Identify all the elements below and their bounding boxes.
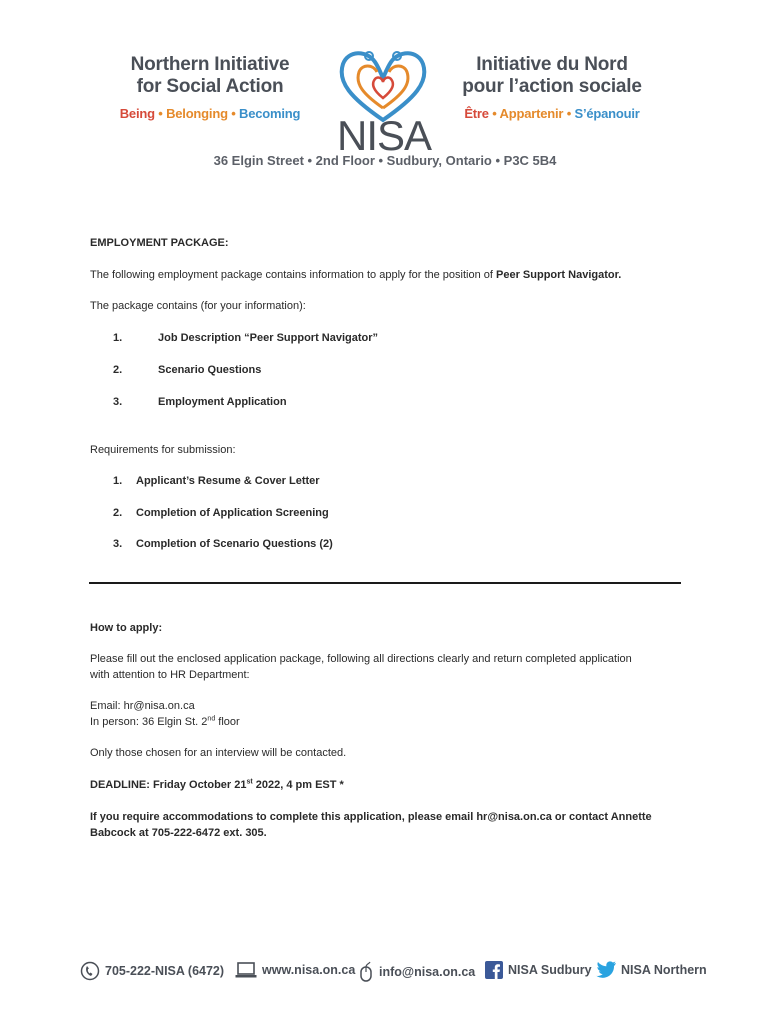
intro-paragraph — [90, 268, 621, 283]
instructions-line-1: Please fill out the enclosed application package, following all directions clearly and return completed application — [90, 653, 632, 665]
tagline-separator: • — [231, 106, 236, 121]
tagline-separator: • — [566, 106, 572, 121]
footer-twitter-text: NISA Northern — [621, 962, 707, 977]
contains-label: The package contains (for your information): — [90, 300, 306, 312]
package-heading: EMPLOYMENT PACKAGE: — [90, 237, 229, 249]
footer-email[interactable] — [358, 961, 475, 983]
tagline-fr-etre: Être — [464, 106, 489, 121]
list-item-number: 2. — [113, 507, 123, 519]
in-person-text: In person: 36 Elgin St. 2 — [90, 716, 208, 728]
list-item: Employment Application — [158, 396, 287, 408]
deadline-text: DEADLINE: Friday October 21 — [90, 779, 247, 791]
org-name-en-line1: Northern Initiative — [130, 54, 290, 75]
list-item-number: 3. — [113, 538, 123, 550]
list-item: Job Description “Peer Support Navigator” — [158, 332, 379, 344]
letterhead — [0, 20, 770, 159]
list-item-number: 2. — [113, 364, 123, 376]
position-title: Peer Support Navigator. — [496, 269, 622, 281]
intro-text: The following employment package contains information to apply for the position of — [90, 269, 497, 281]
tagline-english — [110, 106, 310, 121]
list-item: Applicant’s Resume & Cover Letter — [136, 475, 320, 487]
tagline-fr-appartenir: Appartenir — [499, 106, 564, 121]
footer-website[interactable] — [235, 961, 355, 979]
ordinal-suffix: nd — [207, 715, 216, 723]
org-name-french — [452, 54, 652, 121]
org-name-english — [110, 54, 310, 121]
facebook-icon — [485, 961, 503, 979]
footer-facebook-text: NISA Sudbury — [508, 963, 592, 977]
tagline-separator: • — [492, 106, 497, 121]
in-person-line — [90, 715, 240, 730]
logo-text: NISA — [336, 112, 432, 159]
deadline-line — [90, 778, 344, 793]
email-line: Email: hr@nisa.on.ca — [90, 700, 195, 712]
footer-phone[interactable] — [80, 961, 224, 981]
tagline-en-being: Being — [119, 106, 155, 121]
org-name-en-line2: for Social Action — [136, 76, 284, 97]
list-item-number: 1. — [113, 332, 123, 344]
section-divider — [89, 582, 681, 584]
interview-note: Only those chosen for an interview will be contacted. — [90, 747, 347, 759]
footer-phone-text: 705-222-NISA (6472) — [105, 964, 225, 978]
footer-email-text: info@nisa.on.ca — [379, 965, 476, 979]
list-item: Completion of Scenario Questions (2) — [136, 538, 333, 550]
accommodation-line-2: Babcock at 705-222-6472 ext. 305. — [90, 827, 267, 839]
tagline-en-becoming: Becoming — [239, 106, 301, 121]
tagline-separator: • — [158, 106, 163, 121]
tagline-en-belonging: Belonging — [166, 106, 228, 121]
list-item: Completion of Application Screening — [136, 507, 329, 519]
how-to-apply-heading: How to apply: — [90, 622, 163, 634]
list-item-number: 1. — [113, 475, 123, 487]
tagline-fr-sepanouir: S’épanouir — [574, 106, 640, 121]
laptop-icon — [235, 961, 257, 979]
mouse-icon — [358, 961, 374, 983]
footer-twitter[interactable] — [596, 961, 707, 978]
footer-website-text: www.nisa.on.ca — [262, 963, 356, 977]
footer-contact-bar — [80, 955, 707, 985]
footer-facebook[interactable] — [485, 961, 592, 979]
phone-icon — [80, 961, 100, 981]
tagline-french — [452, 106, 652, 121]
org-name-fr-line2: pour l’action sociale — [462, 76, 642, 97]
twitter-icon — [596, 961, 616, 978]
instructions-line-2: with attention to HR Department: — [90, 669, 250, 681]
address-line: 36 Elgin Street • 2nd Floor • Sudbury, Ontario • P3C 5B4 — [213, 153, 557, 168]
requirements-label: Requirements for submission: — [90, 444, 236, 456]
in-person-floor: floor — [215, 716, 240, 728]
ordinal-suffix: st — [246, 778, 253, 786]
deadline-time: 2022, 4 pm EST * — [252, 779, 344, 791]
list-item: Scenario Questions — [158, 364, 262, 376]
org-name-fr-line1: Initiative du Nord — [476, 54, 628, 75]
accommodation-line-1: If you require accommodations to complete this application, please email hr@nisa.on.ca or contact Annette — [90, 811, 652, 823]
list-item-number: 3. — [113, 396, 123, 408]
